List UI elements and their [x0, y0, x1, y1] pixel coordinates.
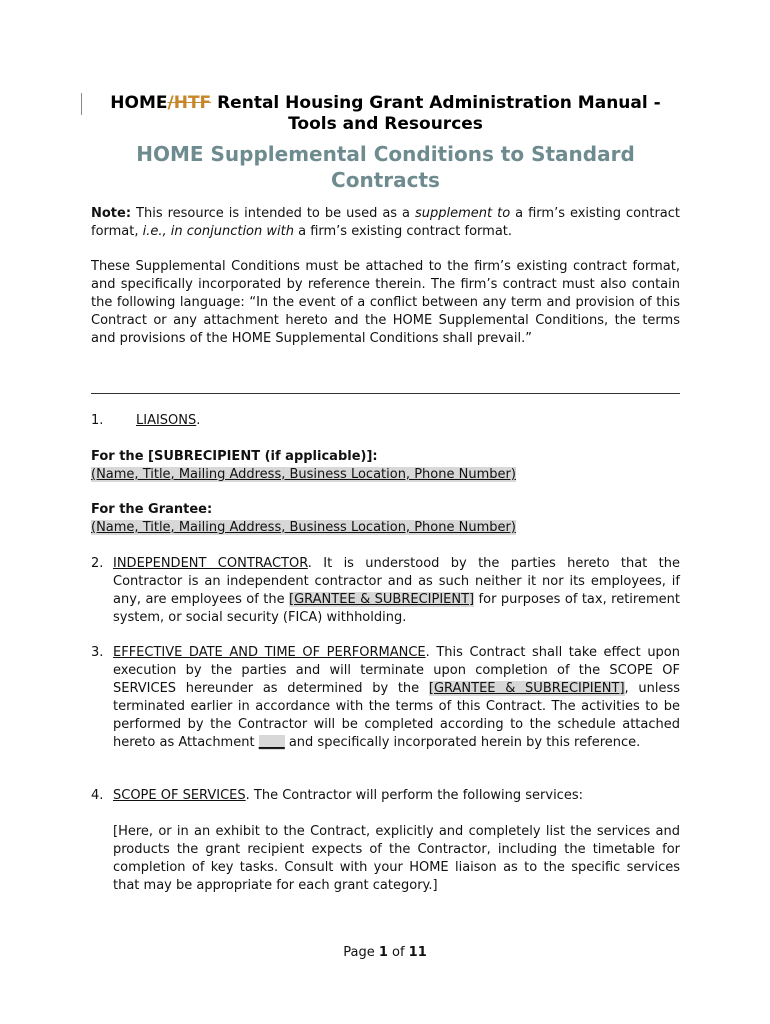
- change-bar: [81, 93, 82, 115]
- grantee-subrecipient-field: [GRANTEE & SUBRECIPIENT]: [428, 681, 625, 696]
- item-body-1: . The Contractor will perform the following services:: [245, 788, 583, 803]
- page-footer: [0, 944, 770, 962]
- item-text: [113, 555, 680, 627]
- grantee-placeholder: (Name, Title, Mailing Address, Business Location, Phone Number): [91, 520, 516, 535]
- scope-instructions: [Here, or in an exhibit to the Contract, explicitly and completely list the services and products the grant recipient expects of the Contractor, including the timetable for completion of key tasks. Consult with your HOME liaison as to the specific services that may be appropriate for each grant category.]: [113, 824, 680, 893]
- note-text-1: This resource is intended to be used as a: [131, 206, 416, 221]
- section-period: .: [196, 413, 201, 428]
- section-title: LIAISONS: [136, 413, 197, 428]
- item-number: 3.: [91, 645, 104, 660]
- item-title: SCOPE OF SERVICES: [113, 788, 246, 803]
- page-number: 1: [378, 945, 388, 960]
- subrecipient-placeholder: (Name, Title, Mailing Address, Business Location, Phone Number): [91, 467, 516, 482]
- item-body-2: , unless terminated earlier in accordance with the terms of this Contract. The activities to be performed by the Contractor will be completed according to the schedule attached hereto as Attachment: [113, 681, 680, 750]
- note-emphasis-1: supplement to: [415, 206, 511, 221]
- title-rest: Rental Housing Grant Administration Manual -: [211, 93, 661, 113]
- item-body-1: . This Contract shall take effect upon execution by the parties and will terminate upon completion of the SCOPE OF SERVICES hereunder as determined by the: [113, 645, 681, 696]
- document-header: [91, 93, 680, 193]
- item-title: INDEPENDENT CONTRACTOR: [113, 556, 308, 571]
- horizontal-divider: [91, 393, 680, 394]
- page-word: Page: [343, 945, 379, 960]
- note-emphasis-2: i.e., in conjunction with: [142, 224, 294, 239]
- section-liaisons: [91, 412, 200, 430]
- document-subtitle: HOME Supplemental Conditions to Standard Contracts: [136, 142, 635, 192]
- title-slash: /: [167, 93, 174, 113]
- attachment-blank: ____: [258, 735, 285, 750]
- item-scope-of-services: [91, 787, 680, 805]
- item-body-3: and specifically incorporated herein by this reference.: [284, 735, 641, 750]
- item-body-2: for purposes of tax, retirement system, or social security (FICA) withholding.: [113, 592, 680, 625]
- section-number: 1.: [91, 413, 104, 428]
- item-title: EFFECTIVE DATE AND TIME OF PERFORMANCE: [113, 645, 426, 660]
- item-text: [113, 787, 680, 805]
- manual-title: [91, 93, 680, 114]
- manual-title-line2: Tools and Resources: [288, 114, 483, 134]
- item-independent-contractor: [91, 555, 680, 627]
- title-htf-struck: HTF: [173, 93, 212, 113]
- page-total: 11: [408, 945, 427, 960]
- grantee-subrecipient-field: [GRANTEE & SUBRECIPIENT]: [289, 592, 475, 607]
- item-number: 2.: [91, 556, 104, 571]
- item-effective-date: [91, 644, 680, 752]
- item-body-1: . It is understood by the parties hereto that the Contractor is an independent contractor and as such neither it nor its employees, if any, are employees of the: [113, 556, 680, 607]
- note-paragraph: [91, 205, 680, 241]
- grantee-block: [91, 501, 680, 537]
- subrecipient-block: [91, 448, 680, 484]
- of-word: of: [387, 945, 409, 960]
- item-number: 4.: [91, 788, 104, 803]
- note-label: Note:: [91, 206, 132, 221]
- title-home: HOME: [110, 93, 168, 113]
- note-text-3: a firm’s existing contract format.: [293, 224, 513, 239]
- item-text: [113, 644, 680, 752]
- supplemental-paragraph: These Supplemental Conditions must be attached to the firm’s existing contract format, and specifically incorporated by reference therein. The firm’s contract must also contain the following language: “In the event of a conflict between any term and provision of this Contract or any attachment hereto and the HOME Supplemental Conditions, the terms and provisions of the HOME Supplemental Conditions shall prevail.”: [91, 259, 680, 346]
- grantee-label: For the Grantee:: [91, 502, 213, 517]
- subrecipient-label: For the [SUBRECIPIENT (if applicable)]:: [91, 449, 378, 464]
- note-text-2: a firm’s existing contract format,: [91, 206, 680, 239]
